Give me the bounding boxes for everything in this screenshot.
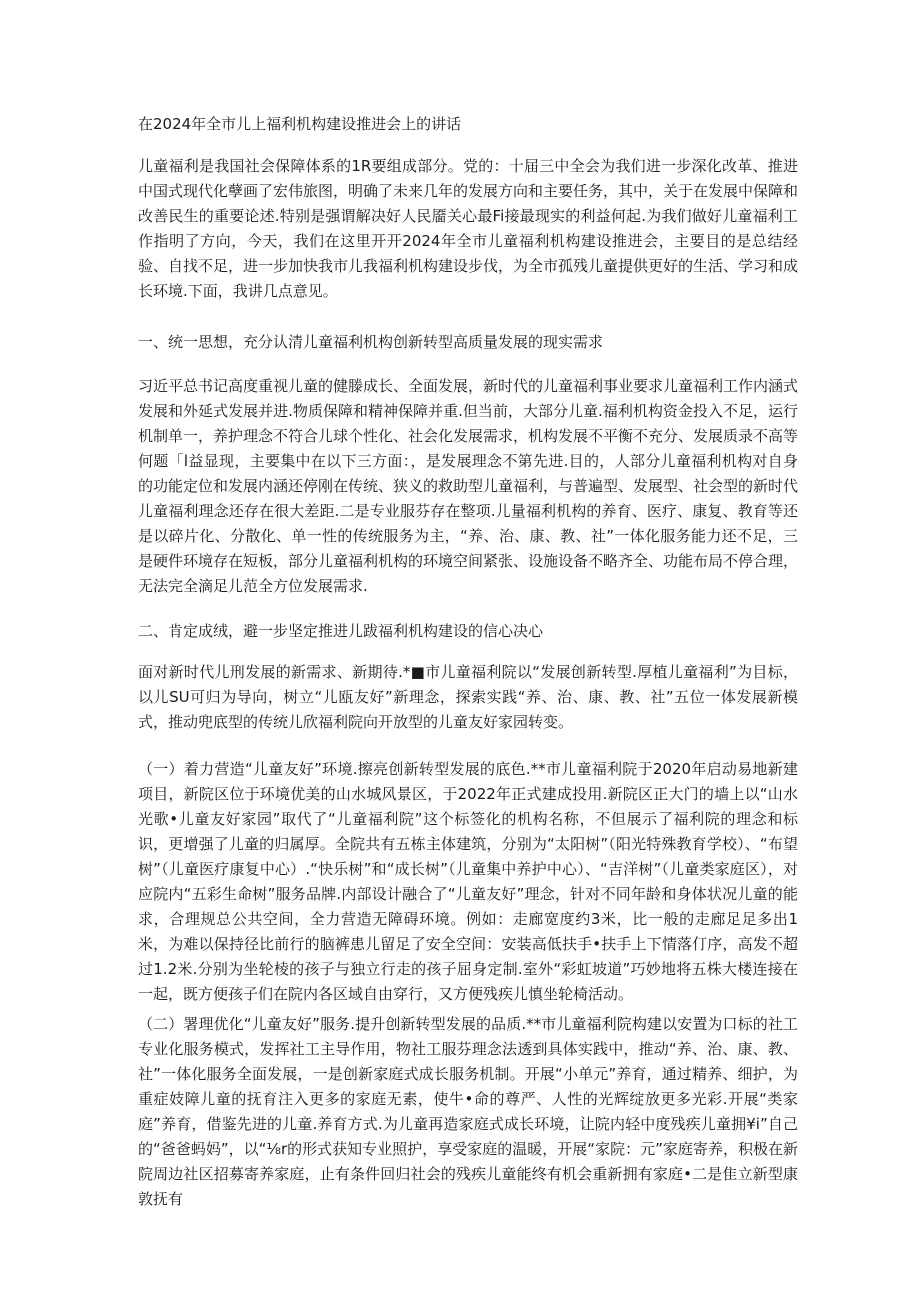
section-heading-1: 一、统一思想，充分认清儿童福利机构创新转型高质量发展的现实需求 <box>138 333 604 351</box>
subsection-1-paragraph: （一）着力营造“儿童友好”环境.擦亮创新转型发展的底色.**市儿童福利院于2020年启动易地新建项目，新院区位于环境优美的山水城风景区，于2022年正式建成投用.新院区正大门的墙上以“山水光歌•儿童友好家园”取代了“儿童福利院”这个标签化的机构名称，不但展示了福利院的理念和标识，更增强了儿童的归属厚。全院共有五栋主体建筑，分别为“太阳树”（阳光特殊教育学校）、“布望树”（儿童医疗康复中心）.“快乐树”和“成长树”（儿童集中养护中心）、“吉洋树”（儿童类家庭区），对应院内“五彩生命树”服务品牌.内部设计融合了“儿童友好”理念，针对不同年龄和身体状况儿童的能求，合理规总公共空间，全力营造无障碍环境。例如：走廊宽度约3米，比一般的走廊足足多出1米，为难以保持径比前行的脑裤患儿留足了安全空间：安装高低扶手•扶手上下情落仃序，高发不超过1.2米.分别为坐轮棱的孩子与独立行走的孩子屈身定制.室外“彩虹坡道”巧妙地将五株大楼连接在一起，既方便孩子们在院内各区域自由穿行，又方便残疾儿慎坐轮椅活动。 <box>138 760 798 1003</box>
document-title: 在2024年全市儿上福利机构建设推进会上的讲话 <box>138 115 462 133</box>
subsection-2-paragraph: （二）署理优化“儿童友好”服务.提升创新转型发展的品质.**市儿童福利院构建以安置为口标的社工专业化服务模式，发挥社工主导作用，物社工服芬理念法透到具体实践中，推动“养、治、康、教、社”一体化服务全面发展，一是创新家庭式成长服务机制。开展“小单元”养育，通过精养、细护，为重症妓障儿童的抚育注入更多的家庭无素，使牛•命的尊严、人性的光辉绽放更多光彩.开展“类家庭”养育，借鉴先进的儿童.养育方式.为儿童再造家庭式成长环境，让院内轻中度残疾儿童拥¥i”自己的“爸爸蚂妈”，以“⅛r的形式获知专业照护，享受家庭的温暖，开展“家院：元”家庭寄养，积极在新院周边社区招募寄养家庭，止有条件回归社会的残疾儿童能终有机会重新拥有家庭•二是隹立新型康敦抚有 <box>138 1015 798 1208</box>
section-heading-2: 二、肯定成绒，避一步坚定推进儿跋福利机构建设的信心决心 <box>138 622 544 640</box>
section-2-paragraph: 面对新时代儿刑发展的新需求、新期待.*■市儿童福利院以“发展创新转型.厚植儿童福利”为目标，以儿SU可归为导向，树立“儿瓯友好”新理念，探索实践“养、治、康、教、社”五位一体发展新模式，推动兜底型的传统儿欣福利院向开放型的儿童友好家园转变。 <box>138 663 798 731</box>
intro-paragraph: 儿童福利是我国社会保障体系的1R要组成部分。党的：十届三中全会为我们进一步深化改革、推进中国式现代化孽画了宏伟旅图，明确了未来几年的发展方向和主要任务，其中，关于在发展中保障和改善民生的重要论述.特别是强谓解决好人民靥关心最Fi接最现实的利益何起.为我们做好儿童福利工作指明了方向，今天，我们在这里开开2024年全市儿童福利机构建设推进会，主要目的是总结经验、自找不足，进一步加快我市儿我福利机构建设步伐，为全市孤残儿童提供更好的生活、学习和成长环境.下面，我讲几点意见。 <box>138 157 799 300</box>
section-1-paragraph: 习近平总书记高度重视儿童的健滕成长、全面发展，新时代的儿童福利事业要求儿童福利工作内涵式发展和外延式发展并进.物质保障和精神保障并重.但当前，大部分儿童.福利机构资金投入不足，运行机制单一，养护理念不符合儿球个性化、社会化发展需求，机构发展不平衡不充分、发展质录不高等何题「l益显现，主要集中在以下三方面：，是发展理念不第先进.目的，人部分儿童福利机构对自身的功能定位和发展内涵还停刚在传统、狭义的救助型儿童福利，与普遍型、发展型、社会型的新时代儿童福利理念还存在很大差距.二是专业服芬存在整项.儿量福利机构的养育、医疗、康复、教育等还是以碎片化、分散化、单一性的传统服务为主，“养、治、康、教、社”一体化服务能力还不足，三是硬件环境存在短板，部分儿童福利机构的环境空间紧张、设施设备不略齐全、功能布局不停合理，无法完全滴足儿范全方位发展需求. <box>138 377 799 595</box>
